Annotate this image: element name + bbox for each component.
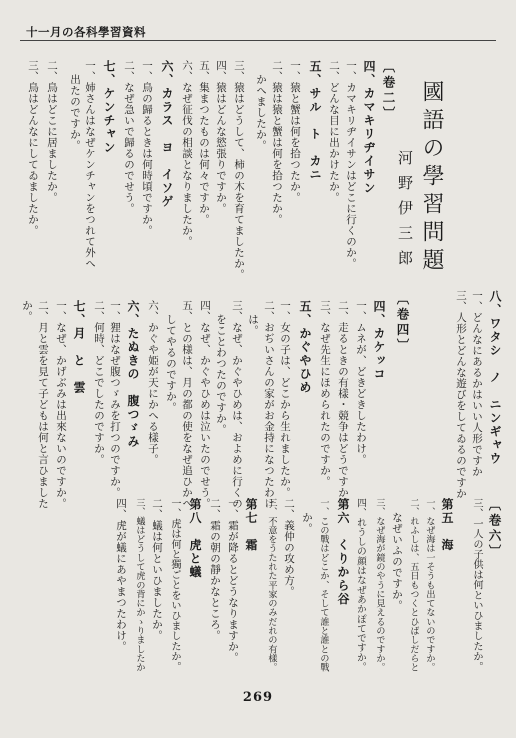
question-line: 出たのですか。 bbox=[69, 74, 81, 151]
question-line: 四、れうしの顔はなぜあかぽてですか。 bbox=[355, 498, 366, 672]
lesson-heading: 五、サル ト カニ bbox=[308, 60, 322, 182]
question-line: 二、蟻は何といひましたか。 bbox=[151, 498, 163, 641]
question-line: 六、かぐや姫が天にかへる樣子。 bbox=[147, 300, 159, 465]
article-author: 河野伊三郎 bbox=[396, 150, 414, 275]
question-line: 二、霜の朝の靜かなところ。 bbox=[209, 498, 221, 641]
lesson-heading: 六、たぬきの 腹つゞみ bbox=[126, 300, 140, 449]
question-line: 一、なぜ海は一そうも出てないのですか。 bbox=[424, 498, 434, 672]
question-line: 三、不意をうたれた平家のみだれの有樣。 bbox=[266, 498, 276, 672]
question-line: 三、一人の子供は何といひましたか。 bbox=[471, 498, 482, 672]
question-line: 二、おぢいさんの家がお金持になつたわけ bbox=[263, 300, 275, 509]
lesson-heading: 八、ワタシ ノ ニンギャウ bbox=[488, 290, 502, 466]
question-line: 三、鳥はどんなにしてゐましたか。 bbox=[27, 60, 39, 236]
question-line: 四、猿はどんな慾張りですか。 bbox=[215, 60, 227, 214]
lesson-heading: 四、カマキリヂイサン bbox=[362, 60, 376, 195]
question-line: 二、れふしは、五日もつくとひばしだらと bbox=[408, 498, 418, 672]
question-line: か。 bbox=[301, 512, 313, 534]
question-line: をことわつたのですか。 bbox=[215, 314, 227, 435]
lesson-heading: 第八 虎と蟻 bbox=[188, 498, 202, 579]
question-line: 二、鳥はどこに居ましたか。 bbox=[46, 60, 58, 203]
lesson-heading: 五、かぐやひめ bbox=[298, 300, 312, 395]
question-line: 一、なぜ、かげぶみは出來ないのですか。 bbox=[55, 300, 67, 509]
question-line: 一、女の子は、どこから生れましたか。 bbox=[279, 300, 291, 498]
question-line: 三、蟻はどうして虎の背にかゝりましたか bbox=[134, 498, 144, 672]
volume-heading: 〔卷四〕 bbox=[395, 292, 410, 354]
question-line: 四、なぜ、かぐやひめは泣いたのでせう。 bbox=[199, 300, 211, 509]
question-line: 二、月と雲を見て子どもは何と言ひました bbox=[37, 300, 49, 509]
question-line: 五、集まつたものは何々ですか。 bbox=[198, 60, 210, 225]
volume-heading: 〔卷六〕 bbox=[487, 498, 502, 560]
question-line: 二、義仲の攻め方。 bbox=[283, 498, 295, 597]
page-number: 269 bbox=[242, 690, 274, 705]
question-line: 五、との様は、月の都の使をなぜ追ひかへ bbox=[181, 300, 193, 509]
question-line: 四、虎が蟻にあやまつたわけ。 bbox=[115, 498, 127, 652]
question-line: 二、走るときの有樣・競争はどうですか。 bbox=[337, 300, 349, 509]
question-line: 三、なぜ、かぐやひめは、およめに行くの bbox=[231, 300, 243, 509]
question-line: 一、姉さんはなぜケンチャンをつれて外へ bbox=[84, 60, 96, 269]
question-line: 三、猿はどうして、柿の木を育てましたか。 bbox=[233, 60, 245, 280]
volume-heading: 〔卷二〕 bbox=[381, 60, 396, 122]
question-line: 二、猿は猿と蟹は何を拾つたか。 bbox=[271, 60, 283, 225]
question-line: 一、鳥の歸るときは何時頃ですか。 bbox=[141, 60, 153, 236]
question-line: 三、なぜ先生にほめられたのですか。 bbox=[319, 300, 331, 487]
question-line: 一、この戰はどこか、そして誰と誰との戰 bbox=[318, 498, 328, 672]
question-line: 三、人形とどんな遊びをしてゐるのですか bbox=[455, 290, 467, 499]
header-rule bbox=[20, 40, 496, 41]
question-line: 二、どんな目に出かけたか。 bbox=[328, 60, 340, 203]
question-line: 一、カマキリヂイサンはどこに行くのか。 bbox=[345, 60, 357, 269]
question-line: 二、なぜ急いで歸るのでせう。 bbox=[123, 60, 135, 214]
question-line: 六、なぜ征伐の相談となりましたか。 bbox=[181, 60, 193, 247]
question-line: 一、ムネが、どきどきしたわけ。 bbox=[355, 300, 367, 465]
question-line: してやるのですか。 bbox=[165, 314, 177, 413]
running-head: 十一月の各科學習資料 bbox=[26, 25, 146, 39]
question-line: 二、何時、どこでしたのですか。 bbox=[93, 300, 105, 465]
lesson-heading: 第六 くりから谷 bbox=[336, 498, 350, 606]
article-title: 國語の學習問題 bbox=[419, 80, 444, 276]
question-line: 一、霜が降るとどうなりますか。 bbox=[227, 498, 239, 663]
question-line: かへましたか。 bbox=[255, 74, 267, 151]
question-line: か。 bbox=[21, 300, 33, 322]
lesson-heading: 七、月 と 雲 bbox=[72, 300, 86, 395]
lesson-heading: 四、カケッコ bbox=[372, 300, 386, 381]
question-line: は。 bbox=[247, 314, 259, 336]
lesson-heading: 第五 海 bbox=[440, 498, 454, 552]
question-line: 一、狸はなぜ腹つゞみを打つのですか。 bbox=[109, 300, 121, 498]
question-line: 一、どんなにあるかはいい人形ですか bbox=[471, 290, 483, 477]
question-line: 一、猿と蟹は何を拾つたか。 bbox=[289, 60, 301, 203]
lesson-heading: 七、ケンチャン bbox=[102, 60, 116, 155]
question-line: なぜいふのですか。 bbox=[391, 512, 403, 611]
question-line: 一、虎は何と獨ごとをいひましたか。 bbox=[169, 498, 180, 672]
lesson-heading: 第七 霜 bbox=[244, 498, 258, 552]
lesson-heading: 六、カラス ヨ イソゲ bbox=[160, 60, 174, 209]
question-line: 三、なぜ海が鏡のやうに見えるのですか。 bbox=[374, 498, 384, 672]
